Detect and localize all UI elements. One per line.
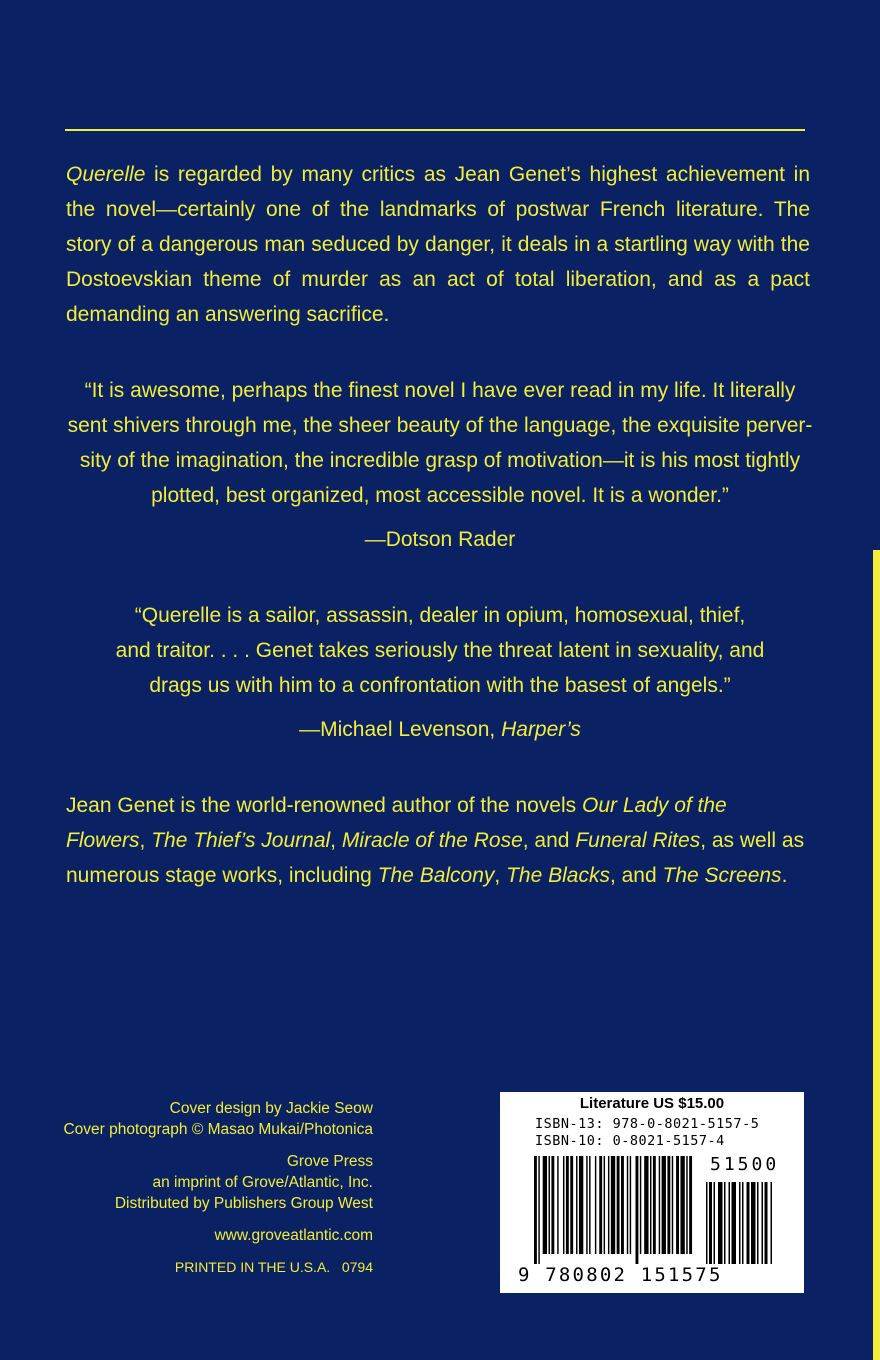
bio-text: , — [139, 829, 152, 852]
addon-bar — [709, 1182, 712, 1264]
addon-bar — [706, 1182, 708, 1264]
printed-in — [40, 1257, 373, 1278]
bio-text: Jean Genet is the world-renowned author of the novels — [66, 794, 582, 817]
attribution-source: Harper’s — [501, 718, 581, 741]
bio-text: . — [781, 864, 788, 887]
addon-bar — [729, 1182, 731, 1264]
cover-design-credit: Cover design by Jackie Seow — [169, 1100, 373, 1117]
barcode-bar — [538, 1156, 539, 1264]
barcode-bar — [611, 1156, 615, 1254]
isbn-10: ISBN-10: 0-8021-5157-4 — [535, 1133, 725, 1149]
quote-line: “Querelle is a sailor, assassin, dealer in opium, homosexual, thief, — [134, 604, 746, 627]
barcode-bar — [579, 1156, 583, 1254]
addon-bar — [739, 1182, 741, 1264]
cover-photo-credit: Cover photograph © Masao Mukai/Photonica — [63, 1121, 373, 1138]
barcode-bar — [630, 1156, 631, 1254]
bio-text: , — [330, 829, 342, 852]
barcode-bar — [549, 1156, 550, 1254]
barcode-bar — [586, 1156, 587, 1254]
barcode-bar — [534, 1156, 537, 1264]
printed-text: PRINTED IN THE U.S.A. 0794 — [174, 1259, 373, 1275]
barcode-bar — [576, 1156, 577, 1254]
barcode-bar — [680, 1156, 684, 1254]
barcode-bar — [686, 1156, 687, 1254]
author-bio — [66, 788, 810, 893]
quote-line: and traitor. . . . Genet takes seriously the threat latent in sexuality, and — [115, 639, 765, 662]
barcode-bar — [589, 1156, 590, 1254]
addon-bar — [742, 1182, 744, 1264]
work-title: Miracle of the Rose — [341, 829, 523, 852]
barcode-bar — [672, 1156, 673, 1254]
barcode-bar — [676, 1156, 679, 1254]
publisher-website: www.groveatlantic.com — [214, 1227, 373, 1244]
barcode-bar — [659, 1156, 660, 1254]
barcode-bar — [689, 1156, 692, 1254]
barcode-bar — [621, 1156, 624, 1254]
bio-text: , and — [522, 829, 576, 852]
publisher-imprint: an imprint of Grove/Atlantic, Inc. — [152, 1174, 373, 1191]
addon-bar — [747, 1182, 750, 1264]
barcode-bar — [543, 1156, 547, 1254]
barcode-bar — [566, 1156, 569, 1254]
isbn-13: ISBN-13: 978-0-8021-5157-5 — [535, 1116, 760, 1132]
addon-bar — [714, 1182, 716, 1264]
addon-bar — [732, 1182, 737, 1264]
barcode-bar — [563, 1156, 564, 1254]
addon-bar — [765, 1182, 768, 1264]
work-title: Our Lady of the Flowers — [66, 794, 727, 852]
blurb-quote-2 — [60, 598, 820, 703]
barcode-bar — [667, 1156, 670, 1254]
barcode-bar — [595, 1156, 596, 1254]
quote-attribution-1: —Dotson Rader — [364, 528, 516, 551]
work-title: Funeral Rites — [575, 829, 701, 852]
quote-line: sity of the imagination, the incredible grasp of motivation—it is his most tightly — [79, 449, 801, 472]
quote-line: plotted, best organized, most accessible novel. It is a wonder.” — [151, 484, 729, 507]
barcode-bar — [604, 1156, 605, 1254]
price-label: Literature US $15.00 — [579, 1095, 725, 1112]
work-title: The Thief’s Journal — [151, 829, 331, 852]
addon-bar — [751, 1182, 756, 1264]
work-title: The Screens — [662, 864, 782, 887]
addon-bar — [762, 1182, 764, 1264]
bio-text: , as well as numerous stage works, including — [66, 829, 805, 887]
blurb-quote-1 — [60, 373, 820, 513]
quote-line: sent shivers through me, the sheer beauty of the language, the exquisite perver- — [67, 414, 813, 437]
book-description — [66, 157, 810, 332]
barcode-bar — [551, 1156, 554, 1254]
quote-line: “It is awesome, perhaps the finest novel I have ever read in my life. It literally — [84, 379, 796, 402]
publisher-name: Grove Press — [286, 1153, 373, 1170]
barcode-bar — [662, 1156, 666, 1254]
addon-bar — [771, 1182, 773, 1264]
barcode-bar — [599, 1156, 602, 1254]
barcode-bar — [653, 1156, 656, 1254]
price-addon-digits: 51500 — [710, 1154, 780, 1175]
addon-bar — [724, 1182, 726, 1264]
publisher-info — [40, 1151, 373, 1214]
work-title: The Balcony — [377, 864, 495, 887]
description-text: is regarded by many critics as Jean Genet’s highest achievement in the novel—certainly one of the landmarks of postwar French literature. The story of a dangerous man seduced by danger, it deals in a startling way with the Dostoevskian theme of murder as an act of total liberation, and as a pact demanding an answering sacrifice. — [66, 163, 810, 326]
barcode-bar — [617, 1156, 620, 1254]
barcode-bar — [640, 1156, 641, 1254]
cover-credits — [40, 1098, 373, 1140]
barcode-bar — [608, 1156, 609, 1254]
book-title: Querelle — [66, 163, 146, 186]
barcode-bar — [644, 1156, 648, 1254]
bio-text: , — [494, 864, 507, 887]
attribution-name: —Michael Levenson, — [299, 718, 502, 741]
top-rule — [65, 129, 805, 131]
barcode-bar — [557, 1156, 558, 1254]
spine-edge-strip — [873, 550, 880, 1360]
barcode-bar — [627, 1156, 628, 1254]
barcode-bar — [650, 1156, 651, 1254]
barcode-bar — [636, 1156, 639, 1264]
barcode-label — [500, 1092, 804, 1293]
work-title: The Blacks — [506, 864, 610, 887]
addon-bar — [757, 1182, 759, 1264]
barcode-bar — [570, 1156, 573, 1254]
bio-text: , and — [609, 864, 663, 887]
quote-line: drags us with him to a confrontation with the basest of angels.” — [149, 674, 731, 697]
quote-attribution-2 — [60, 718, 820, 742]
addon-bar — [718, 1182, 723, 1264]
ean-digits: 9 780802 151575 — [518, 1264, 723, 1286]
distributor: Distributed by Publishers Group West — [114, 1195, 373, 1212]
